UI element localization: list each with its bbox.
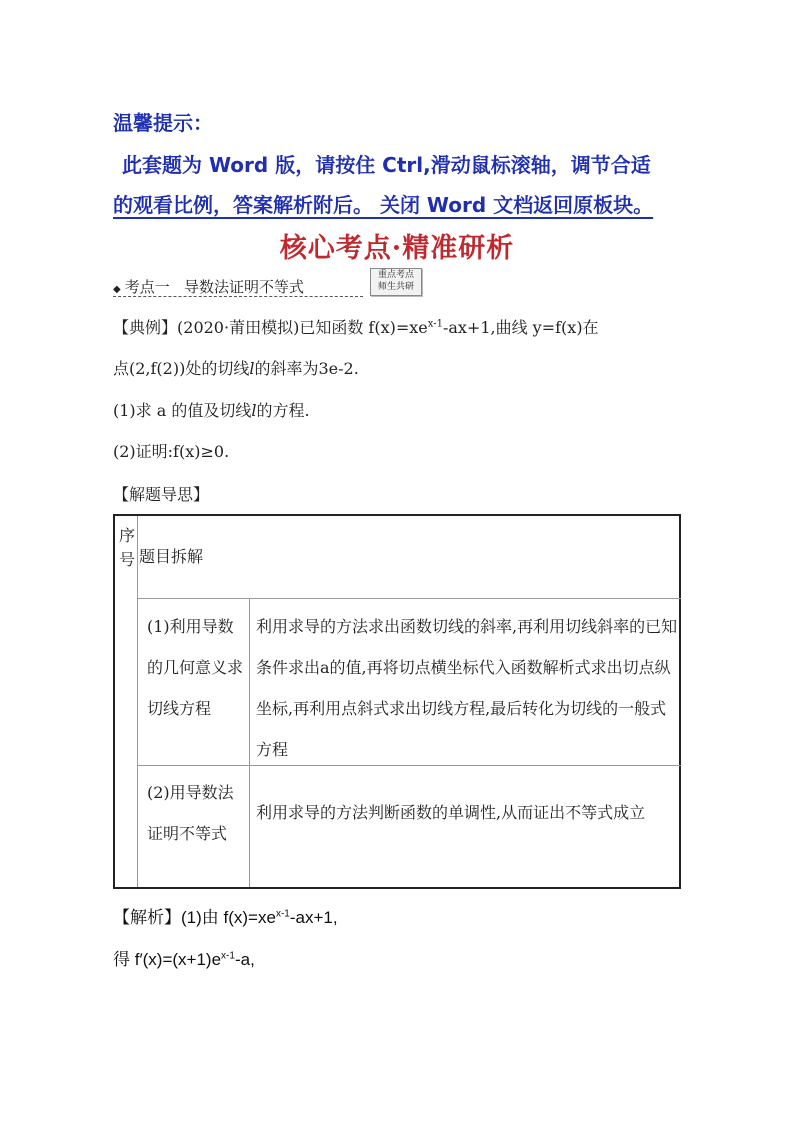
solution-exponent: x-1 <box>275 908 290 920</box>
badge-line-2: 师生共研 <box>377 282 414 292</box>
question-2: (2)证明:f(x)≥0. <box>113 442 230 461</box>
solution-1b: -ax+1, <box>289 908 338 927</box>
example-text-1b: -ax+1,曲线 y=f(x)在 <box>442 318 599 337</box>
solution-exponent: x-1 <box>221 950 235 962</box>
tangent-symbol: l <box>251 401 257 420</box>
solution-line-2 <box>113 945 255 970</box>
solution-1a: (1)由 f(x)=xe <box>181 908 276 927</box>
table-col-seq: 序号 <box>119 526 136 569</box>
example-exponent: x-1 <box>427 318 443 330</box>
question-1 <box>113 398 310 421</box>
kaodian-label: 考点一 <box>124 278 170 296</box>
example-line-2 <box>113 356 359 379</box>
question-1b: 的方程. <box>256 401 310 420</box>
example-text-2b: 的斜率为3e-2. <box>254 359 359 378</box>
solution-2b: -a, <box>234 950 255 969</box>
diamond-bullet-icon: ◆ <box>113 284 121 295</box>
table-divider <box>137 598 681 599</box>
question-1a: (1)求 a 的值及切线 <box>113 401 252 420</box>
example-tag: 【典例】 <box>113 318 178 337</box>
kaodian-divider <box>113 296 363 297</box>
notice-line-2: 的观看比例，答案解析附后。 关闭 Word 文档返回原板块。 <box>113 193 654 217</box>
badge-line-1: 重点考点 <box>377 270 414 280</box>
analysis-table <box>113 514 681 889</box>
table-divider <box>137 516 138 887</box>
table-row-2-part: (2)用导数法证明不等式 <box>147 783 234 843</box>
notice-title: 温馨提示： <box>113 111 213 135</box>
example-line-1 <box>113 315 599 338</box>
kaodian-title: 导数法证明不等式 <box>184 278 305 296</box>
kaodian-heading <box>113 276 304 297</box>
example-text-1a: 已知函数 f(x)=xe <box>299 318 428 337</box>
table-row-1-content: 利用求导的方法求出函数切线的斜率,再利用切线斜率的已知条件求出a的值,再将切点横坐标代入函数解析式求出切点纵坐标,再利用点斜式求出切线方程,最后转化为切线的一般式方程 <box>256 617 678 759</box>
kaodian-badge <box>370 268 422 296</box>
table-row-1-part: (1)利用导数的几何意义求切线方程 <box>147 617 244 718</box>
solution-line-1 <box>113 903 338 928</box>
solution-tag: 【解析】 <box>113 908 181 927</box>
tangent-symbol: l <box>249 359 255 378</box>
guide-heading: 【解题导思】 <box>113 485 210 504</box>
example-source: (2020·莆田模拟) <box>177 318 300 337</box>
table-col-header: 题目拆解 <box>139 547 204 566</box>
section-title: 核心考点·精准研析 <box>279 233 515 264</box>
example-text-2a: 点(2,f(2))处的切线 <box>113 359 250 378</box>
table-row-2-content: 利用求导的方法判断函数的单调性,从而证出不等式成立 <box>256 803 646 822</box>
solution-2a: 得 f′(x)=(x+1)e <box>113 950 222 969</box>
table-divider <box>249 598 250 887</box>
notice-line-1: 此套题为 Word 版，请按住 Ctrl,滑动鼠标滚轴，调节合适 <box>122 153 651 177</box>
